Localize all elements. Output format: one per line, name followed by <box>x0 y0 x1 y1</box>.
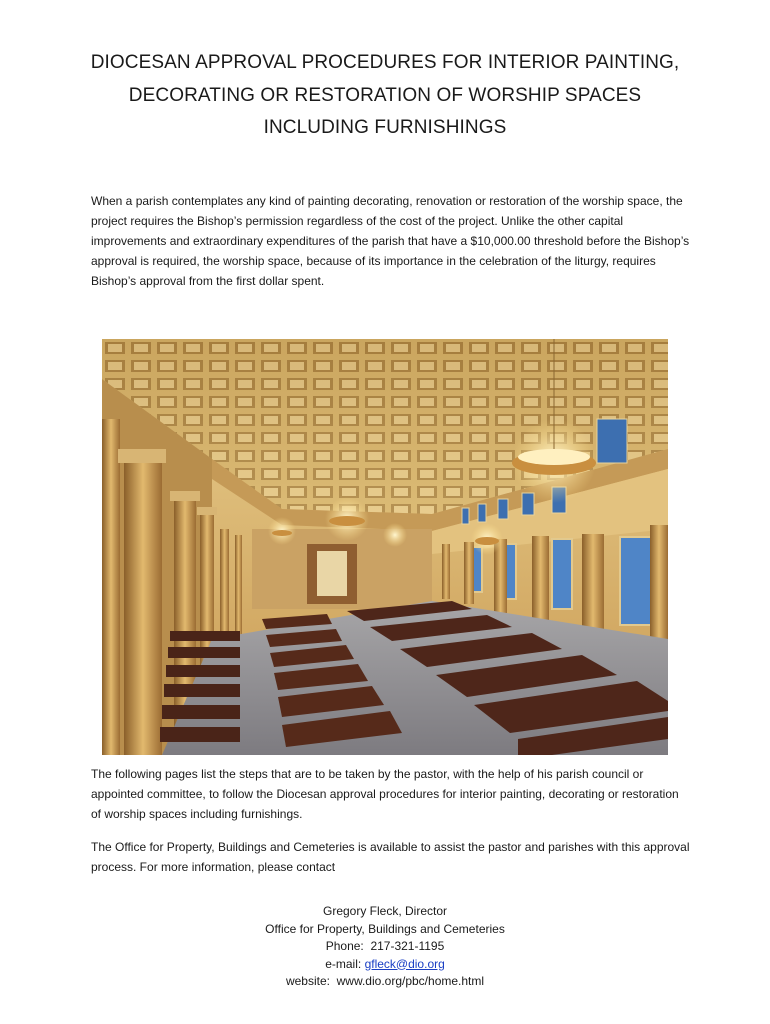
church-interior-photo <box>102 339 668 755</box>
office-paragraph: The Office for Property, Buildings and Cemeteries is available to assist the pastor and parishes with this approval process. For more information, please contact <box>91 840 690 874</box>
contact-office: Office for Property, Buildings and Cemeteries <box>265 921 505 936</box>
contact-phone-line <box>200 938 570 956</box>
contact-name: Gregory Fleck, Director <box>322 904 448 918</box>
steps-paragraph: The following pages list the steps that are to be taken by the pastor, with the help of his parish council or appointed committee, to follow the Diocesan approval procedures for interior painting, decorating or restoration of worship spaces including furnishings. <box>91 767 679 821</box>
title-line-1: DIOCESAN APPROVAL PROCEDURES FOR INTERIOR PAINTING, <box>90 52 680 73</box>
email-link[interactable]: gfleck@dio.org <box>364 956 445 971</box>
contact-block <box>200 903 570 991</box>
contact-email-line <box>200 956 570 974</box>
title-line-2: DECORATING OR RESTORATION OF WORSHIP SPACES <box>128 84 642 106</box>
website-label: website: <box>285 974 330 988</box>
phone-number: 217-321-1195 <box>370 939 445 953</box>
contact-website-line <box>200 973 570 991</box>
phone-label: Phone: <box>325 939 364 953</box>
intro-paragraph: When a parish contemplates any kind of painting decorating, renovation or restoration of the worship space, the project requires the Bishop’s permission regardless of the cost of the project. Unlike the other capital improvements and extraordinary expenditures of the parish that have a $10,000.00 threshold before the Bishop’s approval is required, the worship space, because of its importance in the celebration of the liturgy, requires Bishop’s approval from the first dollar spent. <box>91 194 690 288</box>
website-url: www.dio.org/pbc/home.html <box>336 974 485 988</box>
document-title <box>60 47 710 145</box>
title-line-3: INCLUDING FURNISHINGS <box>263 117 507 138</box>
email-label: e-mail: <box>325 956 362 971</box>
